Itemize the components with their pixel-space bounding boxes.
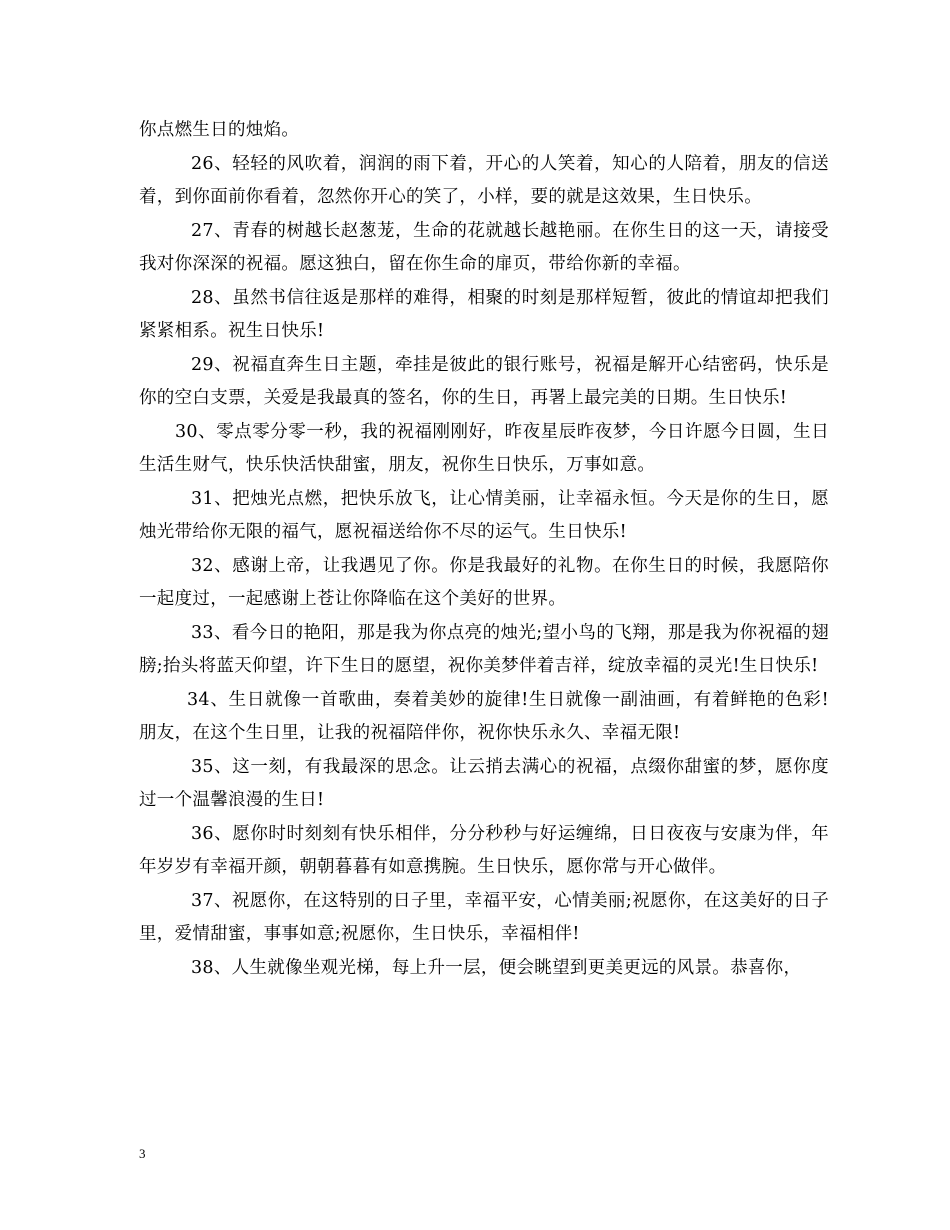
- paragraph-28: 28、虽然书信往返是那样的难得，相聚的时刻是那样短暂，彼此的情谊却把我们紧紧相系。祝生日快乐!: [139, 287, 829, 341]
- paragraph-38: 38、人生就像坐观光梯，每上升一层，便会眺望到更美更远的风景。恭喜你，: [191, 957, 802, 978]
- paragraph-29: 29、祝福直奔生日主题，牵挂是彼此的银行账号，祝福是解开心结密码，快乐是你的空白支票，关爱是我最真的签名，你的生日，再署上最完美的日期。生日快乐!: [139, 354, 829, 408]
- document-body: [139, 114, 829, 985]
- paragraph-27: 27、青春的树越长赵葱茏，生命的花就越长越艳丽。在你生日的这一天，请接受我对你深深的祝福。愿这独白，留在你生命的扉页，带给你新的幸福。: [139, 220, 829, 274]
- paragraph-34: 34、生日就像一首歌曲，奏着美妙的旋律!生日就像一副油画，有着鲜艳的色彩!朋友，在这个生日里，让我的祝福陪伴你，祝你快乐永久、幸福无限!: [139, 689, 829, 743]
- paragraph-26: 26、轻轻的风吹着，润润的雨下着，开心的人笑着，知心的人陪着，朋友的信送着，到你面前你看着，忽然你开心的笑了，小样，要的就是这效果，生日快乐。: [139, 153, 829, 207]
- paragraph-32: 32、感谢上帝，让我遇见了你。你是我最好的礼物。在你生日的时候，我愿陪你一起度过，一起感谢上苍让你降临在这个美好的世界。: [139, 555, 829, 609]
- paragraph-33: 33、看今日的艳阳，那是我为你点亮的烛光;望小鸟的飞翔，那是我为你祝福的翅膀;抬头将蓝天仰望，许下生日的愿望，祝你美梦伴着吉祥，绽放幸福的灵光!生日快乐!: [139, 622, 829, 676]
- paragraph-30: 30、零点零分零一秒，我的祝福刚刚好，昨夜星辰昨夜梦，今日许愿今日圆，生日生活生财气，快乐快活快甜蜜，朋友，祝你生日快乐，万事如意。: [139, 421, 829, 475]
- paragraph-37: 37、祝愿你，在这特别的日子里，幸福平安，心情美丽;祝愿你，在这美好的日子里，爱情甜蜜，事事如意;祝愿你，生日快乐，幸福相伴!: [139, 890, 829, 944]
- paragraph-continuation: 你点燃生日的烛焰。: [139, 120, 300, 140]
- paragraph-35: 35、这一刻，有我最深的思念。让云捎去满心的祝福，点缀你甜蜜的梦，愿你度过一个温馨浪漫的生日!: [139, 756, 829, 810]
- page-number: 3: [139, 1146, 146, 1161]
- paragraph-31: 31、把烛光点燃，把快乐放飞，让心情美丽，让幸福永恒。今天是你的生日，愿烛光带给你无限的福气，愿祝福送给你不尽的运气。生日快乐!: [139, 488, 829, 542]
- paragraph-36: 36、愿你时时刻刻有快乐相伴，分分秒秒与好运缠绵，日日夜夜与安康为伴，年年岁岁有幸福开颜，朝朝暮暮有如意携腕。生日快乐，愿你常与开心做伴。: [139, 823, 829, 877]
